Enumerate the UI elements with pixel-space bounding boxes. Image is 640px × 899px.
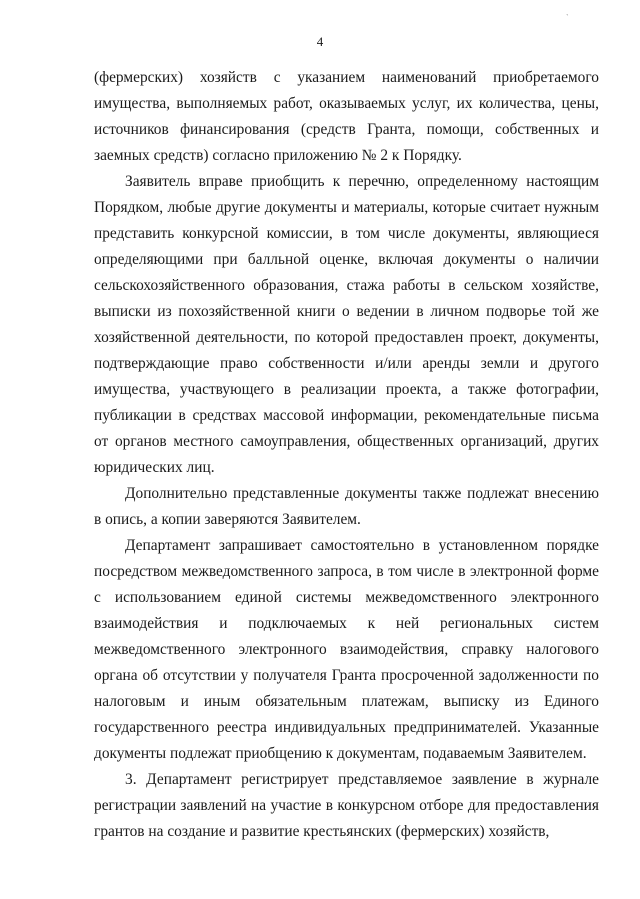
page-number: 4 xyxy=(316,34,324,49)
paragraph-inventory: Дополнительно представленные документы также подлежат внесению в опись, а копии заверяются Заявителем. xyxy=(94,485,599,528)
scan-mark: ` xyxy=(566,13,569,22)
paragraph-department-request: Департамент запрашивает самостоятельно в установленном порядке посредством межведомственного запроса, в том числе в электронной форме с использованием единой системы межведомственного электронного взаимодействия и подключаемых к ней региональных систем межведомственного электронного взаимодействия, справку налогового органа об отсутствии у получателя Гранта просроченной задолженности по налоговым и иным обязательным платежам, выписку из Единого государственного реестра индивидуальных предпринимателей. Указанные документы подлежат приобщению к документам, подаваемым Заявителем. xyxy=(94,537,599,762)
paragraph-section-3: 3. Департамент регистрирует представляемое заявление в журнале регистрации заявлений на участие в конкурсном отборе для предоставления грантов на создание и развитие крестьянских (фермерских) хозяйств, xyxy=(94,771,599,840)
paragraph-additional-documents: Заявитель вправе приобщить к перечню, определенному настоящим Порядком, любые другие документы и материалы, которые считает нужным представить конкурсной комиссии, в том числе документы, являющиеся определяющими при балльной оценке, включая документы о наличии сельскохозяйственного образования, стажа работы в сельском хозяйстве, выписки из похозяйственной книги о ведении в личном подворье той же хозяйственной деятельности, по которой предоставлен проект, документы, подтверждающие право собственности и/или аренды земли и другого имущества, участвующего в реализации проекта, а также фотографии, публикации в средствах массовой информации, рекомендательные письма от органов местного самоуправления, общественных организаций, других юридических лиц. xyxy=(94,173,599,476)
paragraph-continuation: (фермерских) хозяйств с указанием наименований приобретаемого имущества, выполняемых работ, оказываемых услуг, их количества, цены, источников финансирования (средств Гранта, помощи, собственных и заемных средств) согласно приложению № 2 к Порядку. xyxy=(94,69,599,164)
